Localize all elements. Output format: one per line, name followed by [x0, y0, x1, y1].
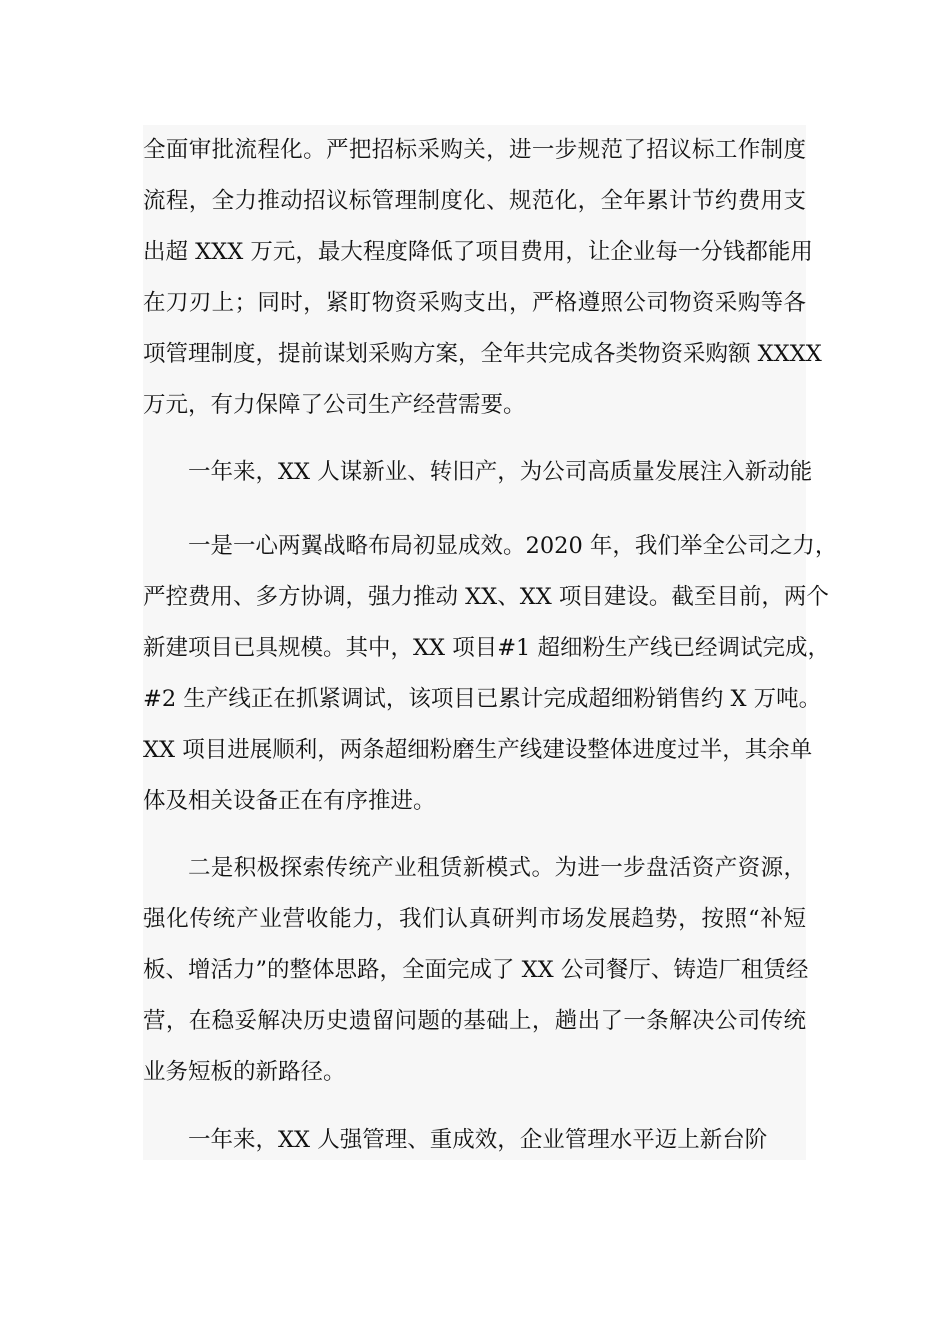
text-line: 全面审批流程化。严把招标采购关，进一步规范了招议标工作制度	[143, 137, 806, 163]
section-heading-new-business	[143, 447, 813, 498]
text-line: 新建项目已具规模。其中，XX 项目#1 超细粉生产线已经调试完成，	[143, 635, 831, 661]
text-line: 在刀刃上；同时，紧盯物资采购支出，严格遵照公司物资采购等各	[143, 290, 806, 316]
text-line: XX 项目进展顺利，两条超细粉磨生产线建设整体进度过半，其余单	[143, 737, 813, 763]
text-line: #2 生产线正在抓紧调试，该项目已累计完成超细粉销售约 X 万吨。	[143, 686, 822, 712]
text-line: 二是积极探索传统产业租赁新模式。为进一步盘活资产资源，	[188, 855, 806, 881]
paragraph-procurement	[143, 125, 822, 431]
text-line: 出超 XXX 万元，最大程度降低了项目费用，让企业每一分钱都能用	[143, 239, 813, 265]
text-line: 强化传统产业营收能力，我们认真研判市场发展趋势，按照“补短	[143, 906, 806, 932]
text-line: 流程，全力推动招议标管理制度化、规范化，全年累计节约费用支	[143, 188, 806, 214]
text-line: 业务短板的新路径。	[143, 1059, 346, 1085]
text-line: 万元，有力保障了公司生产经营需要。	[143, 392, 526, 418]
text-block	[143, 125, 838, 1160]
text-line: 一是一心两翼战略布局初显成效。2020 年，我们举全公司之力，	[188, 533, 838, 559]
section-heading-management	[143, 1115, 806, 1166]
text-line: 项管理制度，提前谋划采购方案，全年共完成各类物资采购额 XXXX	[143, 341, 822, 367]
text-line: 严控费用、多方协调，强力推动 XX、XX 项目建设。截至目前，两个	[143, 584, 829, 610]
paragraph-strategy	[143, 521, 838, 827]
text-line: 营，在稳妥解决历史遗留问题的基础上，趟出了一条解决公司传统	[143, 1008, 806, 1034]
text-line: 一年来，XX 人谋新业、转旧产，为公司高质量发展注入新动能	[188, 459, 813, 485]
paragraph-leasing	[143, 843, 809, 1098]
text-line: 一年来，XX 人强管理、重成效，企业管理水平迈上新台阶	[188, 1127, 768, 1153]
text-line: 体及相关设备正在有序推进。	[143, 788, 436, 814]
text-line: 板、增活力”的整体思路，全面完成了 XX 公司餐厅、铸造厂租赁经	[143, 957, 809, 983]
